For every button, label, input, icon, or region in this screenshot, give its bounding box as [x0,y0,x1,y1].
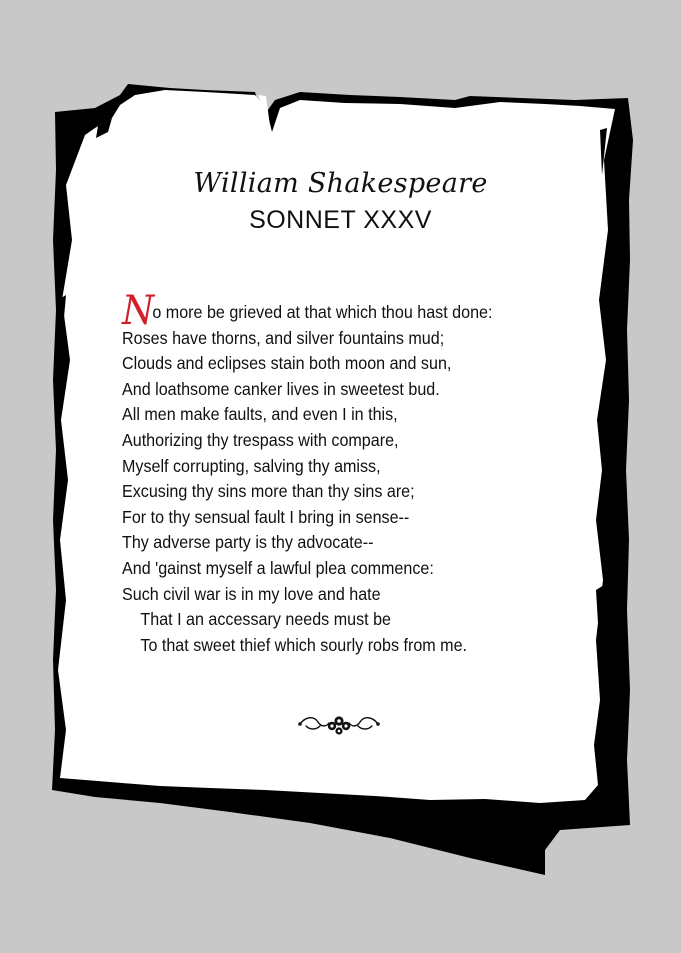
poem-line: Roses have thorns, and silver fountains mud; [122,327,445,348]
couplet-line: That I an accessary needs must be [140,609,391,630]
poem-line: For to thy sensual fault I bring in sense-- [122,506,410,527]
poem-line: Such civil war is in my love and hate [122,583,381,604]
poem-line: Myself corrupting, salving thy amiss, [122,455,381,476]
first-line-text: o more be grieved at that which thou hast done: [152,302,493,322]
poem-line: Thy adverse party is thy advocate-- [122,532,374,553]
poem-line: All men make faults, and even I in this, [122,404,398,425]
author-name: William Shakespeare [193,168,488,199]
floral-flourish-icon [296,712,382,738]
poem-line: And 'gainst myself a lawful plea commence: [122,557,434,578]
poem-line: And loathsome canker lives in sweetest bud. [122,378,440,399]
poem-line: Clouds and eclipses stain both moon and sun, [122,353,452,374]
poem-line: Excusing thy sins more than thy sins are; [122,481,415,502]
poem-line [122,288,554,334]
poem-line: Authorizing thy trespass with compare, [122,429,399,450]
couplet-line: To that sweet thief which sourly robs from me. [140,634,467,655]
poem-body [122,288,592,658]
sonnet-title: SONNET XXXV [249,206,432,234]
drop-cap-letter: N [122,288,155,334]
